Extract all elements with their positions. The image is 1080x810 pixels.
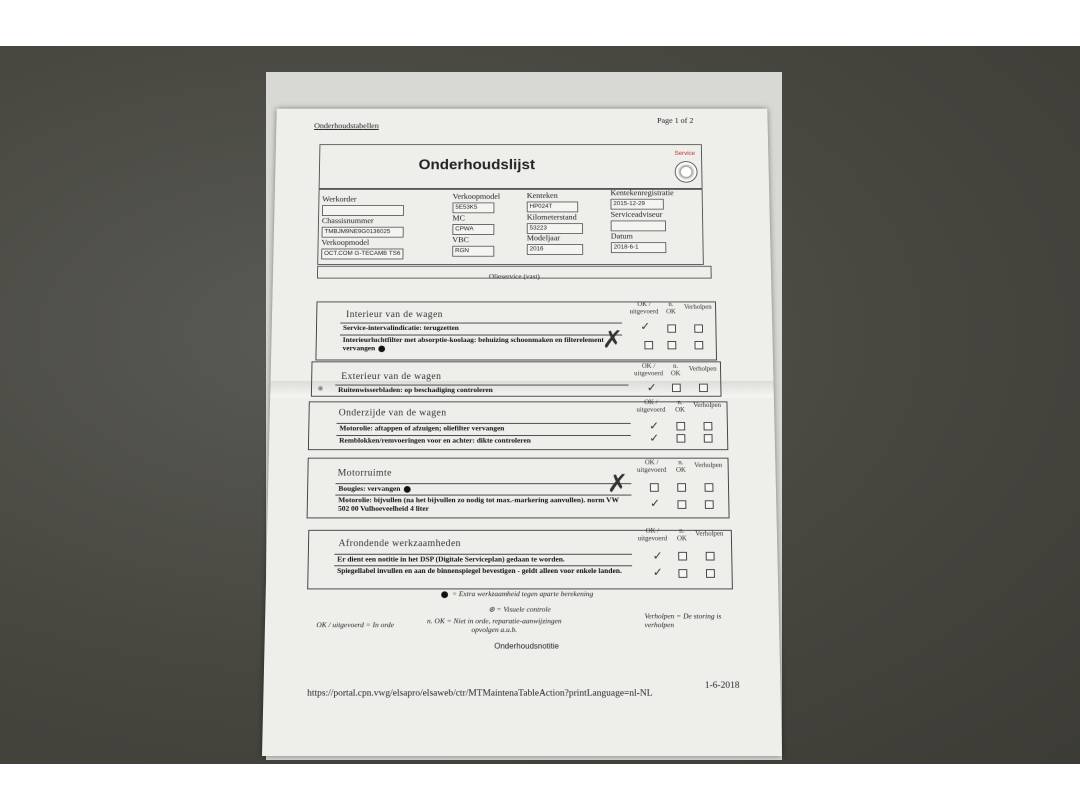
task-text: Motorolie: aftappen of afzuigen; oliefilter vervangen [339, 423, 505, 433]
legend-nok: n. OK = Niet in orde, reparatie-aanwijzingen opvolgen a.u.b. [427, 616, 562, 634]
onderhoudsnotitie-label: Onderhoudsnotitie [494, 641, 560, 651]
brand-logo-icon [675, 161, 698, 182]
col-verholpen-header: Verholpen [688, 365, 717, 373]
task-row [340, 335, 623, 358]
verholpen-checkbox [705, 483, 714, 492]
task-row [334, 554, 632, 566]
section-motorruimte [307, 458, 730, 519]
legend-ok: OK / uitgevoerd = In orde [316, 620, 394, 630]
col-verholpen-header: Verholpen [695, 529, 724, 538]
section-onderzijde [308, 398, 728, 450]
footer-date: 1-6-2018 [704, 680, 740, 691]
verholpen-checkbox [706, 552, 715, 561]
nok-checkbox [678, 569, 687, 578]
ok-checkbox [644, 341, 653, 349]
vbc-field: RGN [452, 246, 494, 257]
legend-verholpen: Verholpen = De storing is verholpen [644, 611, 722, 630]
kenteken-field: HP024T [527, 202, 578, 213]
page-title: Onderhoudslijst [418, 157, 535, 173]
col-ok-header: OK / uitgevoerd [637, 458, 667, 474]
page-number: Page 1 of 2 [656, 115, 694, 125]
kenteken-label: Kenteken [526, 190, 558, 200]
verkoopmodel2-label: Verkoopmodel [321, 237, 370, 247]
task-text: Spiegellabel invullen en aan de binnenspiegel bevestigen - geldt alleen voor enkele landen. [336, 566, 622, 575]
nok-checkbox [672, 384, 681, 392]
vbc-label: VBC [452, 234, 470, 244]
section-title: Interieur van de wagen [345, 309, 443, 320]
section-interieur [315, 301, 717, 360]
section-title: Motorruimte [337, 468, 392, 479]
ok-tick-icon: ✓ [649, 431, 660, 445]
chassisnummer-field: TMBJM9NE9G0136025 [322, 227, 404, 238]
ok-tick-icon: ✓ [649, 419, 660, 433]
nok-checkbox [678, 552, 687, 561]
footer-url: https://portal.cpn.vwg/elsapro/elsaweb/ctr/MTMaintenaTableAction?printLanguage=nl-NL [307, 688, 653, 699]
col-ok-header: OK / uitgevoerd [636, 398, 666, 414]
verkoopmodel2-field: OCT.COM G-TECAMB TS6 [321, 249, 403, 260]
modeljaar-label: Modeljaar [526, 233, 561, 243]
werkorder-label: Werkorder [322, 194, 357, 204]
legend-extra-text: = Extra werkzaamheid tegen aparte berekening [451, 589, 594, 599]
col-nok-header: n. OK [670, 362, 681, 378]
task-row [335, 483, 631, 494]
werkorder-field [322, 205, 404, 216]
photo-background [0, 46, 1080, 764]
verholpen-checkbox [699, 384, 708, 392]
task-text: Bougies: vervangen [338, 484, 401, 493]
kentekenregistratie-label: Kentekenregistratie [610, 188, 674, 198]
legend-visual [488, 605, 550, 614]
task-row [336, 423, 630, 434]
kilometerstand-label: Kilometerstand [526, 212, 577, 222]
section-afrondende [307, 526, 733, 590]
task-text: Motorolie: bijvullen (na het bijvullen zo nodig tot max.-markering aanvullen). norm VW 502 00 Vulhoeveelheid 4 liter [338, 495, 619, 513]
brand-mark-label: Service [674, 150, 696, 157]
task-text: Ruitenwisserbladen: op beschadiging controleren [338, 385, 493, 394]
task-text: Service-intervalindicatie: terugzetten [342, 323, 459, 332]
title-box [319, 144, 703, 189]
legend-extra [441, 589, 593, 598]
task-text: Er dient een notitie in het DSP (Digitale Serviceplan) gedaan te worden. [337, 554, 565, 564]
col-nok-header: n. OK [675, 458, 686, 474]
verholpen-checkbox [694, 324, 703, 332]
chassisnummer-label: Chassisnummer [321, 215, 374, 225]
datum-field: 2018-6-1 [611, 242, 667, 253]
nok-checkbox [677, 500, 686, 509]
ok-tick-icon: ✓ [652, 565, 663, 579]
maintenance-sheet [262, 109, 782, 756]
visual-check-icon: ⊛ [488, 604, 497, 614]
serviceadviseur-field [611, 220, 666, 231]
nok-checkbox [677, 483, 686, 492]
legend-visual-text: = Visuele controle [496, 604, 551, 614]
verholpen-checkbox [694, 341, 703, 349]
ok-checkbox [650, 483, 659, 492]
task-row [335, 495, 632, 517]
verkoopmodel-field: 5E53K5 [452, 202, 494, 213]
nok-checkbox [667, 324, 676, 332]
verholpen-checkbox [705, 500, 714, 509]
breadcrumb: Onderhoudstabellen [314, 121, 379, 130]
nok-checkbox [677, 434, 686, 442]
modeljaar-field: 2016 [527, 244, 583, 255]
col-ok-header: OK / uitgevoerd [637, 526, 668, 543]
section-exterieur [311, 361, 722, 396]
mc-label: MC [452, 213, 466, 223]
service-type-box [317, 266, 712, 279]
task-row [334, 565, 633, 587]
col-verholpen-header: Verholpen [694, 461, 723, 470]
visual-check-icon: ⊛ [317, 385, 324, 393]
verholpen-checkbox [704, 422, 713, 430]
section-title: Onderzijde van de wagen [338, 407, 447, 419]
kentekenregistratie-field: 2015-12-29 [610, 199, 663, 210]
datum-label: Datum [610, 231, 633, 241]
ok-tick-icon: ✓ [640, 319, 651, 333]
serviceadviseur-label: Serviceadviseur [610, 209, 663, 219]
task-row [336, 435, 631, 446]
vehicle-info-box [317, 189, 704, 265]
task-row [335, 385, 628, 395]
cross-mark-icon: ✗ [606, 469, 629, 499]
section-title: Exterieur van de wagen [341, 371, 442, 382]
ok-tick-icon: ✓ [650, 496, 661, 510]
cross-mark-icon: ✗ [601, 326, 624, 354]
col-verholpen-header: Verholpen [693, 401, 722, 409]
service-type: Olieservice (vast) [488, 272, 540, 281]
extra-work-dot-icon [441, 591, 448, 598]
col-ok-header: OK / uitgevoerd [634, 362, 664, 378]
verholpen-checkbox [706, 569, 715, 578]
task-text: Interieurluchtfilter met absorptie-koolaag: behuizing schoonmaken en filterelement vervangen [342, 335, 604, 353]
verkoopmodel-label: Verkoopmodel [452, 191, 501, 201]
task-text: Remblokken/remvoeringen voor en achter: dikte controleren [339, 436, 531, 445]
col-nok-header: n. OK [666, 300, 676, 316]
col-verholpen-header: Verholpen [683, 303, 712, 311]
col-nok-header: n. OK [676, 526, 687, 543]
ok-tick-icon: ✓ [646, 380, 657, 394]
verholpen-checkbox [704, 434, 713, 442]
col-ok-header: OK / uitgevoerd [629, 300, 659, 316]
extra-work-dot-icon [403, 486, 410, 493]
section-title: Afrondende werkzaamheden [338, 538, 462, 549]
extra-work-dot-icon [378, 345, 385, 351]
col-nok-header: n. OK [675, 398, 686, 414]
kilometerstand-field: 53223 [527, 223, 583, 234]
mc-field: CPWA [452, 224, 494, 235]
nok-checkbox [668, 341, 677, 349]
nok-checkbox [676, 422, 685, 430]
task-row [340, 323, 622, 335]
ok-tick-icon: ✓ [652, 548, 663, 563]
